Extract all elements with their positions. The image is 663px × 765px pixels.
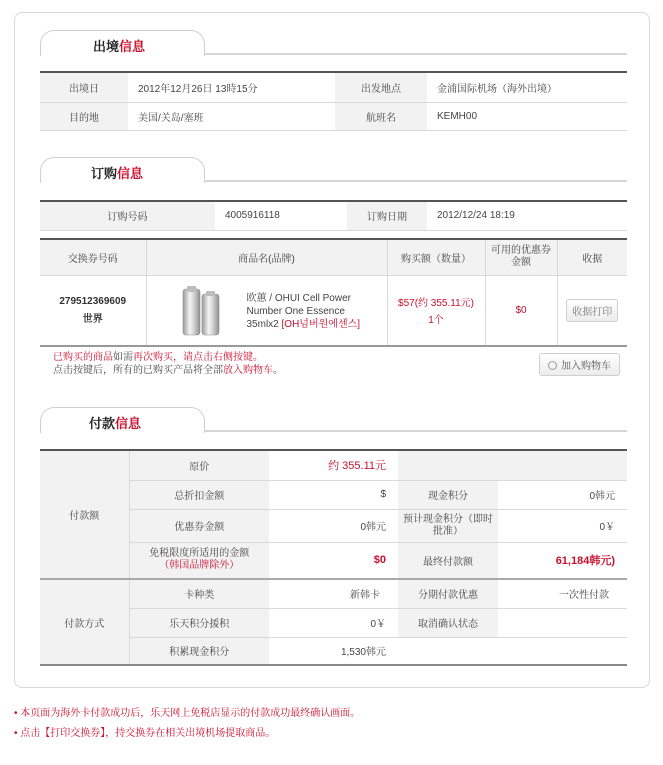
card-type-value: 新韩卡 bbox=[269, 579, 398, 608]
essence-bottle-icon bbox=[179, 285, 223, 339]
accum-points-label: 积累现金积分 bbox=[129, 637, 269, 665]
departure-row bbox=[40, 102, 627, 130]
order-section-tab bbox=[40, 157, 205, 183]
payment-row bbox=[40, 542, 627, 579]
order-items-header bbox=[40, 239, 627, 275]
expected-points-label: 预计现金积分（即时批准） bbox=[398, 509, 498, 542]
payment-table bbox=[40, 449, 627, 666]
departure-section-title: 出境信息 bbox=[93, 39, 146, 54]
price-value: $57(约 355.11元) bbox=[398, 298, 474, 310]
order-date-value: 2012/12/24 18:19 bbox=[427, 201, 627, 230]
cancel-status-label: 取消确认状态 bbox=[398, 608, 498, 637]
blank-cell bbox=[398, 637, 498, 665]
add-to-cart-button[interactable]: 加入购物车 bbox=[539, 353, 620, 376]
cancel-status-value bbox=[498, 608, 627, 637]
final-payment-value: 61,184韩元) bbox=[498, 542, 627, 579]
blank-value bbox=[498, 450, 627, 480]
departure-date-label: 出境日 bbox=[40, 72, 128, 102]
departure-date-value: 2012年12月26日 13時15分 bbox=[128, 72, 335, 102]
payment-section-title: 付款信息 bbox=[89, 416, 142, 431]
voucher-cell bbox=[40, 275, 146, 346]
amount-cell bbox=[387, 275, 485, 346]
col-product-header: 商品名(品牌) bbox=[146, 239, 387, 275]
payment-row bbox=[40, 608, 627, 637]
total-discount-label: 总折扣金额 bbox=[129, 480, 269, 509]
payment-section-line bbox=[204, 430, 627, 432]
cash-points-label: 现金积分 bbox=[398, 480, 498, 509]
card-type-label: 卡种类 bbox=[129, 579, 269, 608]
order-number-label: 订购号码 bbox=[40, 201, 215, 230]
repurchase-note: 已购买的商品如需再次购买，请点击右侧按键。 点击按键后，所有的已购买产品将全部放入购物车。 bbox=[53, 352, 283, 376]
destination-value: 美国/关岛/塞班 bbox=[128, 102, 335, 130]
departure-table bbox=[40, 71, 627, 131]
payment-amount-group-label: 付款额 bbox=[40, 450, 129, 579]
quantity-value: 1个 bbox=[428, 315, 444, 327]
departure-row bbox=[40, 72, 627, 102]
payment-section-tab bbox=[40, 407, 205, 433]
dutyfree-amount-label: 免税限度所适用的金额 （韩国品牌除外） bbox=[129, 542, 269, 579]
col-amount-header: 购买额（数量） bbox=[387, 239, 485, 275]
final-payment-label: 最终付款额 bbox=[398, 542, 498, 579]
product-korean-name: [OH넘버원에센스] bbox=[281, 318, 361, 330]
original-price-label: 原价 bbox=[129, 450, 269, 480]
blank-label bbox=[398, 450, 498, 480]
order-section-line bbox=[204, 180, 627, 182]
departure-place-label: 出发地点 bbox=[335, 72, 427, 102]
coupon-amount-label: 优惠券金额 bbox=[129, 509, 269, 542]
departure-section-line bbox=[204, 53, 627, 55]
circle-arrow-icon bbox=[548, 361, 557, 370]
departure-section-tab bbox=[40, 30, 205, 56]
payment-row bbox=[40, 509, 627, 542]
lotte-points-label: 乐天积分援积 bbox=[129, 608, 269, 637]
payment-row bbox=[40, 579, 627, 608]
order-number-value: 4005916118 bbox=[215, 201, 347, 230]
voucher-number: 279512369609 bbox=[59, 295, 127, 307]
blank-cell bbox=[498, 637, 627, 665]
footnote-2: • 点击【打印交换券】，持交换券在相关出境机场提取商品。 bbox=[14, 728, 276, 739]
payment-row bbox=[40, 480, 627, 509]
total-discount-value: $ bbox=[269, 480, 398, 509]
installment-value: 一次性付款 bbox=[498, 579, 627, 608]
original-price-value: 约 355.11元 bbox=[269, 450, 398, 480]
product-image bbox=[179, 285, 223, 339]
product-cell bbox=[146, 275, 387, 346]
footnote-1: • 本页面为海外卡付款成功后，乐天网上免税店显示的付款成功最终确认画面。 bbox=[14, 708, 361, 719]
col-coupon-header: 可用的优惠券金额 bbox=[485, 239, 557, 275]
payment-row bbox=[40, 637, 627, 665]
coupon-cell: $0 bbox=[485, 275, 557, 346]
departure-place-value: 金浦国际机场（海外出境） bbox=[427, 72, 627, 102]
expected-points-value: 0￥ bbox=[498, 509, 627, 542]
lotte-points-value: 0￥ bbox=[269, 608, 398, 637]
order-info-row bbox=[40, 201, 627, 230]
installment-label: 分期付款优惠 bbox=[398, 579, 498, 608]
col-receipt-header: 收据 bbox=[557, 239, 627, 275]
order-section-title: 订购信息 bbox=[91, 166, 144, 181]
destination-label: 目的地 bbox=[40, 102, 128, 130]
col-voucher-header: 交换券号码 bbox=[40, 239, 146, 275]
receipt-cell bbox=[557, 275, 627, 346]
product-name: 欧蕙 / OHUI Cell Power Number One Essence 35mlx2 [OH넘버원에센스] bbox=[246, 292, 361, 330]
table-row bbox=[40, 275, 627, 346]
flight-label: 航班名 bbox=[335, 102, 427, 130]
payment-method-group-label: 付款方式 bbox=[40, 579, 129, 665]
print-receipt-button[interactable]: 收据打印 bbox=[566, 299, 618, 322]
order-date-label: 订购日期 bbox=[347, 201, 427, 230]
voucher-sub: 世界 bbox=[82, 313, 103, 325]
flight-value: KEMH00 bbox=[427, 102, 627, 130]
payment-row bbox=[40, 450, 627, 480]
order-info-table bbox=[40, 200, 627, 231]
order-items-table bbox=[40, 238, 627, 347]
coupon-amount-value: 0韩元 bbox=[269, 509, 398, 542]
accum-points-value: 1,530韩元 bbox=[269, 637, 398, 665]
dutyfree-amount-value: $0 bbox=[269, 542, 398, 579]
cash-points-value: 0韩元 bbox=[498, 480, 627, 509]
